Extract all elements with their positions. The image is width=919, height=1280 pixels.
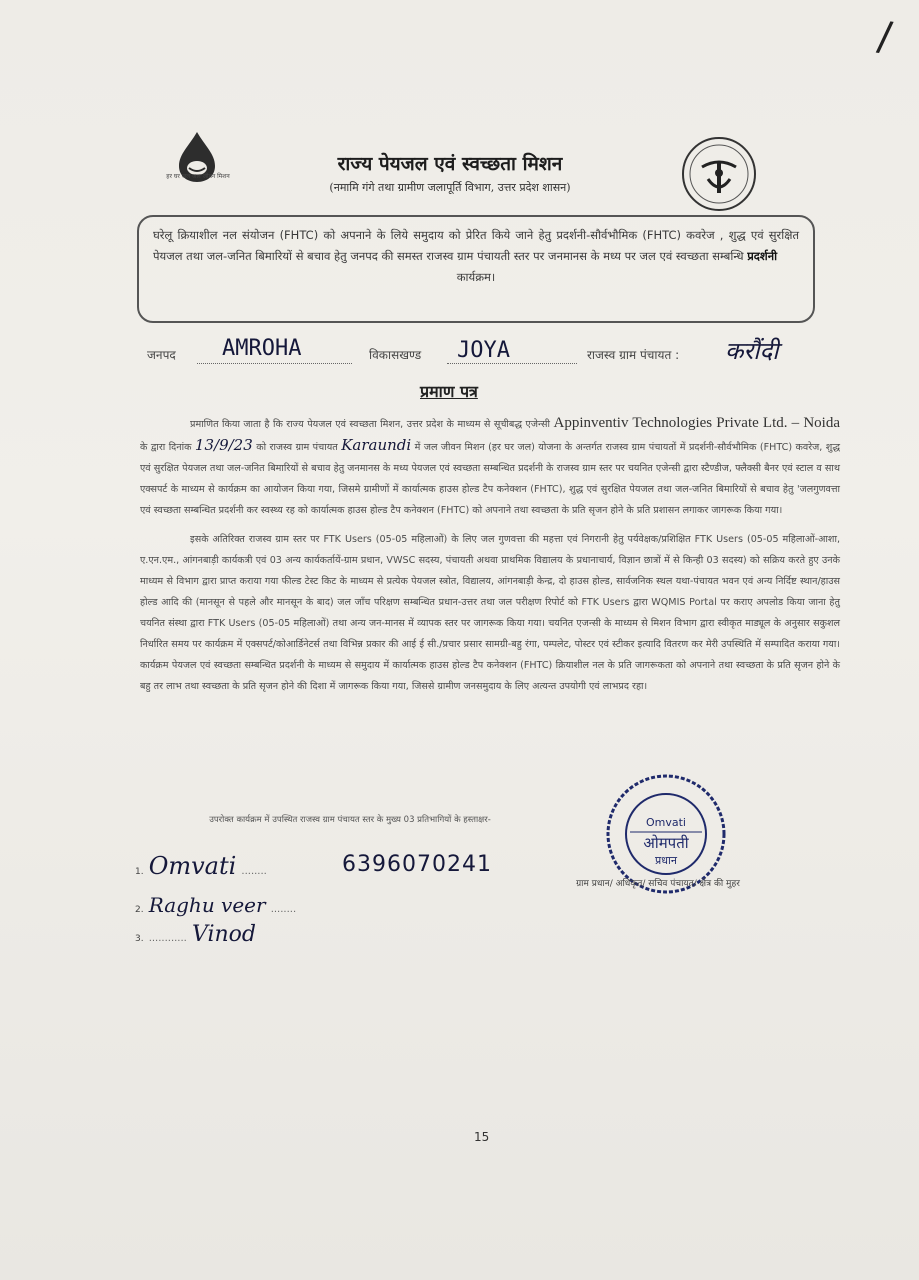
topic-bold: प्रदर्शनी bbox=[747, 249, 778, 263]
location-fields bbox=[147, 338, 827, 378]
signatures-intro: उपरोक्त कार्यक्रम में उपस्थित राजस्व ग्राम पंचायत स्तर के मुख्य 03 प्रतिभागियों के हस्ताक्षर- bbox=[209, 815, 491, 825]
mission-subtitle: (नमामि गंगे तथा ग्रामीण जलापूर्ति विभाग, उत्तर प्रदेश शासन) bbox=[329, 181, 571, 194]
topic-line-2: प्रदर्शनी-सौर्वभौमिक (FHTC) कवरेज , शुद्ध एवं सुरक्षित पेयजल तथा जल-जनित बिमारियों से बचाव हेतु bbox=[153, 228, 800, 263]
corner-mark: / bbox=[874, 13, 895, 61]
signature-1-name: Omvati bbox=[148, 852, 237, 880]
block-value: JOYA bbox=[457, 338, 510, 363]
block-dots bbox=[447, 362, 577, 364]
logo-caption: हर घर जल जल जीवन मिशन bbox=[166, 173, 230, 180]
seal-latin-name: Omvati bbox=[646, 816, 686, 829]
gram-panchayat-label: राजस्व ग्राम पंचायत : bbox=[587, 348, 680, 362]
mission-title: राज्य पेयजल एवं स्वच्छता मिशन bbox=[337, 153, 563, 175]
paragraph-2: इसके अतिरिक्त राजस्व ग्राम स्तर पर FTK Users (05-05 महिलाओं) के लिए जल गुणवत्ता की महत्ता एवं निगरानी हेतु पर्यवेक्षक/प्रशिक्षित FTK Users (05-05 महिलाओं-आशा, ए.एन.एम., आंगनबाड़ी कार्यकत्री एवं 03 अन्य कार्यकर्तायें-ग्राम प्रधान, VWSC सदस्य, पंचायती अथवा प्राथमिक विद्यालय के प्रधानाचार्य, विज्ञान छात्रों में से किन्ही 03 सदस्य) को सक्रिय करते हुए उनके माध्यम से विभाग द्वारा प्राप्त कराया गया फील्ड टेस्ट किट के माध्यम से प्रत्येक पेयजल स्त्रोत, विद्यालय, आंगनबाड़ी केन्द्र, दो हाउस होल्ड, सार्वजनिक स्थल यथा-पंचायत भवन एवं अन्य निर्दिष्ट स्थान/हाउस होल्ड आदि की (मानसून से पहले और मानसून के बाद) जल जाँच परिक्षण सम्बन्धित प्रधान-उत्तर तथा जल परीक्षण रिपोर्ट को FTK Users द्वारा WQMIS Portal पर कराए अपलोड किया जाना हेतु चयनित संस्था द्वारा FTK Users (05-05 महिलाओं) तथा अन्य जन-मानस में व्यापक स्तर पर जागरूक किया गया। चयनित एजन्सी के माध्यम से मिशन विभाग द्वारा स्वीकृत माड्यूल के अनुसार सकुशल निर्धारित समय पर कार्यक्रम में एक्सपर्ट/कोआर्डिनेटर्स तथा विभिन्न प्रकार की आई ई सी./प्रचार प्रसार सामग्री-बहु रंगा, पम्पलेट, पोस्टर एवं स्टीकर इत्यादि वितरण कर मेरी उपस्थिति में सम्पादित कराया गया। कार्यक्रम पेयजल एवं स्वच्छता सम्बन्धित प्रदर्शनी के माध्यम से समुदाय में कार्यात्मक हाउस होल्ड टैप कनेक्शन (FHTC) क्रियाशील नल के प्रति जागरूकता को अपनाने तथा स्वच्छता के प्रति सृजन होने के बहु तर लाभ तथा स्वच्छता के प्रति सृजन होने की दिशा में जागरूक किया गया, जिससे ग्रामीण जनसमुदाय के लिए अत्यन्त उपयोगी एवं लाभप्रद रहा। bbox=[140, 534, 840, 692]
signature-3-name: Vinod bbox=[191, 922, 256, 947]
gram-panchayat-value: करौंदी bbox=[725, 337, 779, 365]
district-dots bbox=[197, 362, 352, 364]
signature-2-name: Raghu veer bbox=[148, 893, 266, 917]
up-government-emblem bbox=[680, 135, 758, 213]
agency-name: Appinventiv Technologies Private Ltd. – Noida bbox=[553, 415, 840, 431]
jal-jeevan-mission-logo bbox=[165, 128, 229, 196]
signature-1: 1. Omvati ........ bbox=[135, 852, 267, 880]
paragraph-1: प्रमाणित किया जाता है कि राज्य पेयजल एवं स्वच्छता मिशन, उत्तर प्रदेश के माध्यम से सूचीबद्ध एजेन्सी Appinventiv Technologies Private Ltd. – Noida के द्वारा दिनांक 13/9/23 को राजस्व ग्राम पंचायत Karaundi में जल जीवन मिशन (हर घर जल) योजना के अन्तर्गत राजस्व ग्राम पंचायतों में प्रदर्शनी-सौर्वभौमिक (FHTC) कवरेज, शुद्ध एवं सुरक्षित पेयजल तथा जल-जनित बिमारियों से बचाव हेतु जनमानस के मध्य पेयजल एवं स्वच्छता सम्बन्धित प्रदर्शनी के राजस्व ग्राम स्तर पर चयनित एजेन्सी द्वारा स्टैण्डीज, फ्लैक्सी बैनर एवं स्टाल व साथ एक्सपर्ट के माध्यम से कार्यक्रम का आयोजन किया गया, जिसमे ग्रामीणों में कार्यात्मक हाउस होल्ड टैप कनेक्शन (FHTC), शुद्ध एवं सुरक्षित पेयजल तथा जल-जनित बिमारियों से बचाव हेतु 'जलगुणवत्ता एवं स्वच्छता सम्बन्धित प्रदर्शनी कर स्वस्थ्य रह को कार्यात्मक हाउस होल्ड टैप कनेक्शन (FHTC) को अपनाने तथा स्वच्छता के प्रति सृजन होने के प्रति प्रशासन लगाकर जागरूक किया गया। bbox=[140, 415, 840, 516]
pradhan-signature-label: ग्राम प्रधान/ अधिकृत/ सचिव पंचायत/ क्षेत्र की मुहर bbox=[576, 879, 740, 889]
district-value: AMROHA bbox=[222, 336, 302, 361]
seal-name: ओमपती bbox=[643, 834, 689, 852]
topic-line-3: जनपद की समस्त राजस्व ग्राम पंचायती स्तर पर जनमानस के मध्य पर जल एवं स्वच्छता सम्बन्धि bbox=[350, 249, 744, 263]
topic-line-1: घरेलू क्रियाशील नल संयोजन (FHTC) को अपनाने के लिये समुदाय को प्रेरित किये जाने हेतु bbox=[153, 228, 552, 242]
village-name: Karaundi bbox=[341, 436, 412, 454]
seal-title: प्रधान bbox=[655, 854, 677, 867]
district-label: जनपद bbox=[147, 348, 176, 362]
block-label: विकासखण्ड bbox=[369, 348, 422, 362]
topic-line-4: कार्यक्रम। bbox=[456, 270, 496, 284]
program-topic-box bbox=[137, 215, 815, 323]
certificate-title: प्रमाण पत्र bbox=[420, 382, 478, 401]
certificate-body bbox=[140, 413, 840, 697]
signature-3: 3. ............ Vinod bbox=[135, 922, 256, 947]
page-number: 15 bbox=[474, 1130, 490, 1144]
signature-2: 2. Raghu veer ........ bbox=[135, 893, 297, 917]
signature-1-phone: 6396070241 bbox=[342, 852, 492, 877]
page-header bbox=[260, 150, 640, 195]
event-date: 13/9/23 bbox=[194, 436, 253, 454]
